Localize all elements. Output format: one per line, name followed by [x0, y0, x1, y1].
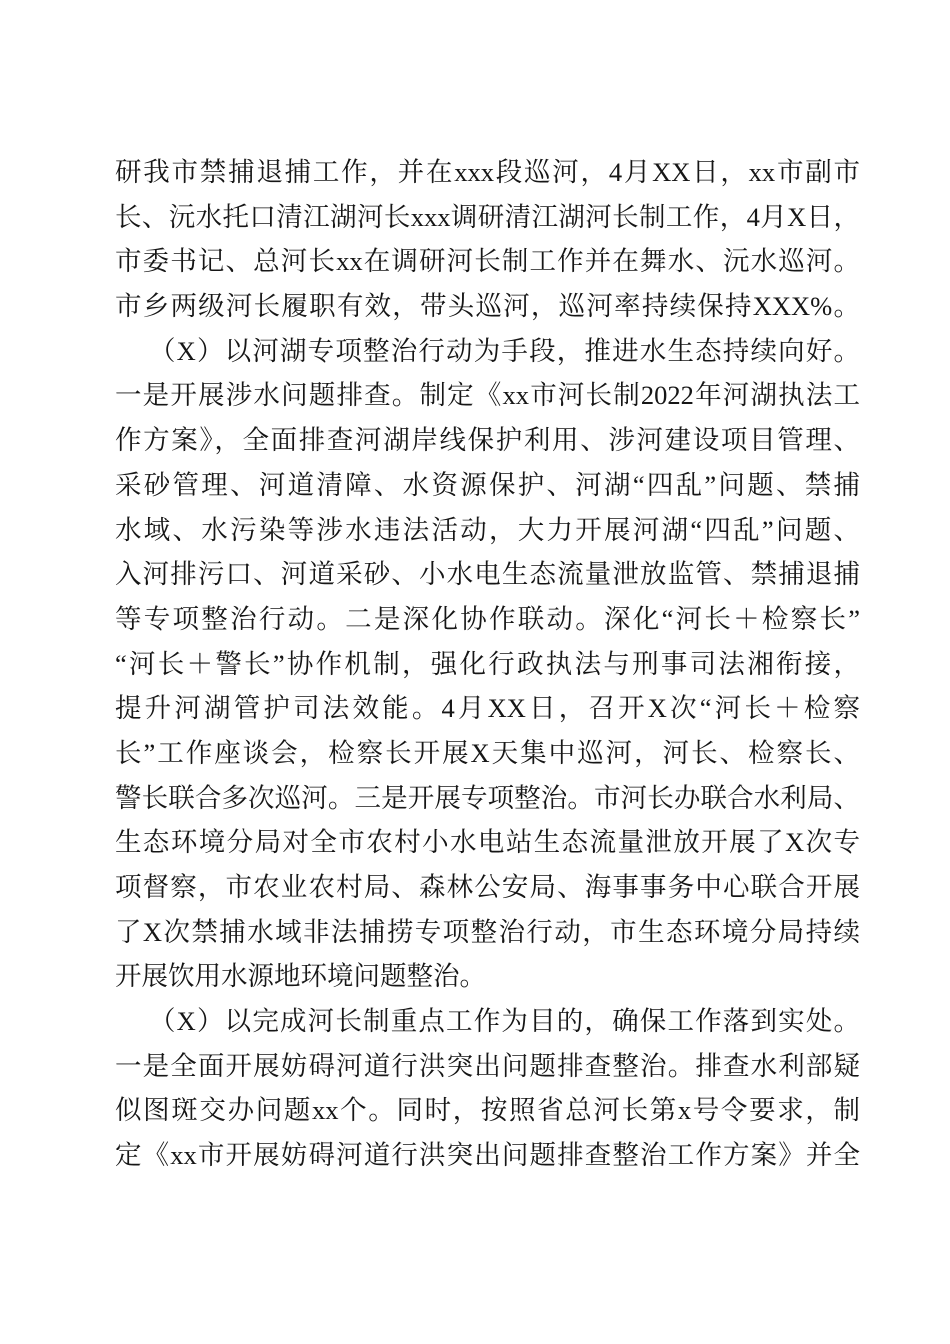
text-line: “河长＋警长”协作机制，强化行政执法与刑事司法湘衔接，: [115, 648, 860, 679]
document-text-block: [115, 150, 860, 1178]
text-line-paragraph-end: 开展饮用水源地环境问题整治。: [115, 961, 486, 992]
text-line: 长”工作座谈会，检察长开展X天集中巡河，河长、检察长、: [115, 737, 860, 768]
text-line: 生态环境分局对全市农村小水电站生态流量泄放开展了X次专: [115, 827, 860, 858]
text-line: 研我市禁捕退捕工作，并在xxx段巡河，4月XX日，xx市副市: [115, 157, 860, 187]
text-line-paragraph-start: （X）以完成河长制重点工作为目的，确保工作落到实处。: [149, 1006, 860, 1037]
text-line: 项督察，市农业农村局、森林公安局、海事事务中心联合开展: [115, 872, 860, 902]
text-line: 一是全面开展妨碍河道行洪突出问题排查整治。排查水利部疑: [115, 1050, 860, 1081]
text-line: 等专项整治行动。二是深化协作联动。深化“河长＋检察长”: [115, 603, 860, 634]
text-line: 采砂管理、河道清障、水资源保护、河湖“四乱”问题、禁捕: [115, 469, 860, 500]
text-line: 水域、水污染等涉水违法活动，大力开展河湖“四乱”问题、: [115, 514, 860, 545]
text-line: 了X次禁捕水域非法捕捞专项整治行动，市生态环境分局持续: [115, 916, 860, 947]
text-line: 市委书记、总河长xx在调研河长制工作并在舞水、沅水巡河。: [115, 246, 860, 277]
text-line: 一是开展涉水问题排查。制定《xx市河长制2022年河湖执法工: [115, 380, 860, 411]
text-line-paragraph-start: （X）以河湖专项整治行动为手段，推进水生态持续向好。: [149, 335, 860, 366]
text-line: 提升河湖管护司法效能。4月XX日，召开X次“河长＋检察: [115, 693, 860, 724]
text-line: 长、沅水托口清江湖河长xxx调研清江湖河长制工作，4月X日，: [115, 201, 860, 232]
text-line: 市乡两级河长履职有效，带头巡河，巡河率持续保持XXX%。: [115, 291, 860, 322]
text-line: 警长联合多次巡河。三是开展专项整治。市河长办联合水利局、: [115, 782, 860, 813]
text-line: 入河排污口、河道采砂、小水电生态流量泄放监管、禁捕退捕: [115, 559, 860, 590]
text-line: 似图斑交办问题xx个。同时，按照省总河长第x号令要求，制: [115, 1095, 860, 1126]
text-line: 作方案》，全面排查河湖岸线保护利用、涉河建设项目管理、: [115, 425, 860, 456]
text-line: 定《xx市开展妨碍河道行洪突出问题排查整治工作方案》并全: [115, 1140, 860, 1171]
